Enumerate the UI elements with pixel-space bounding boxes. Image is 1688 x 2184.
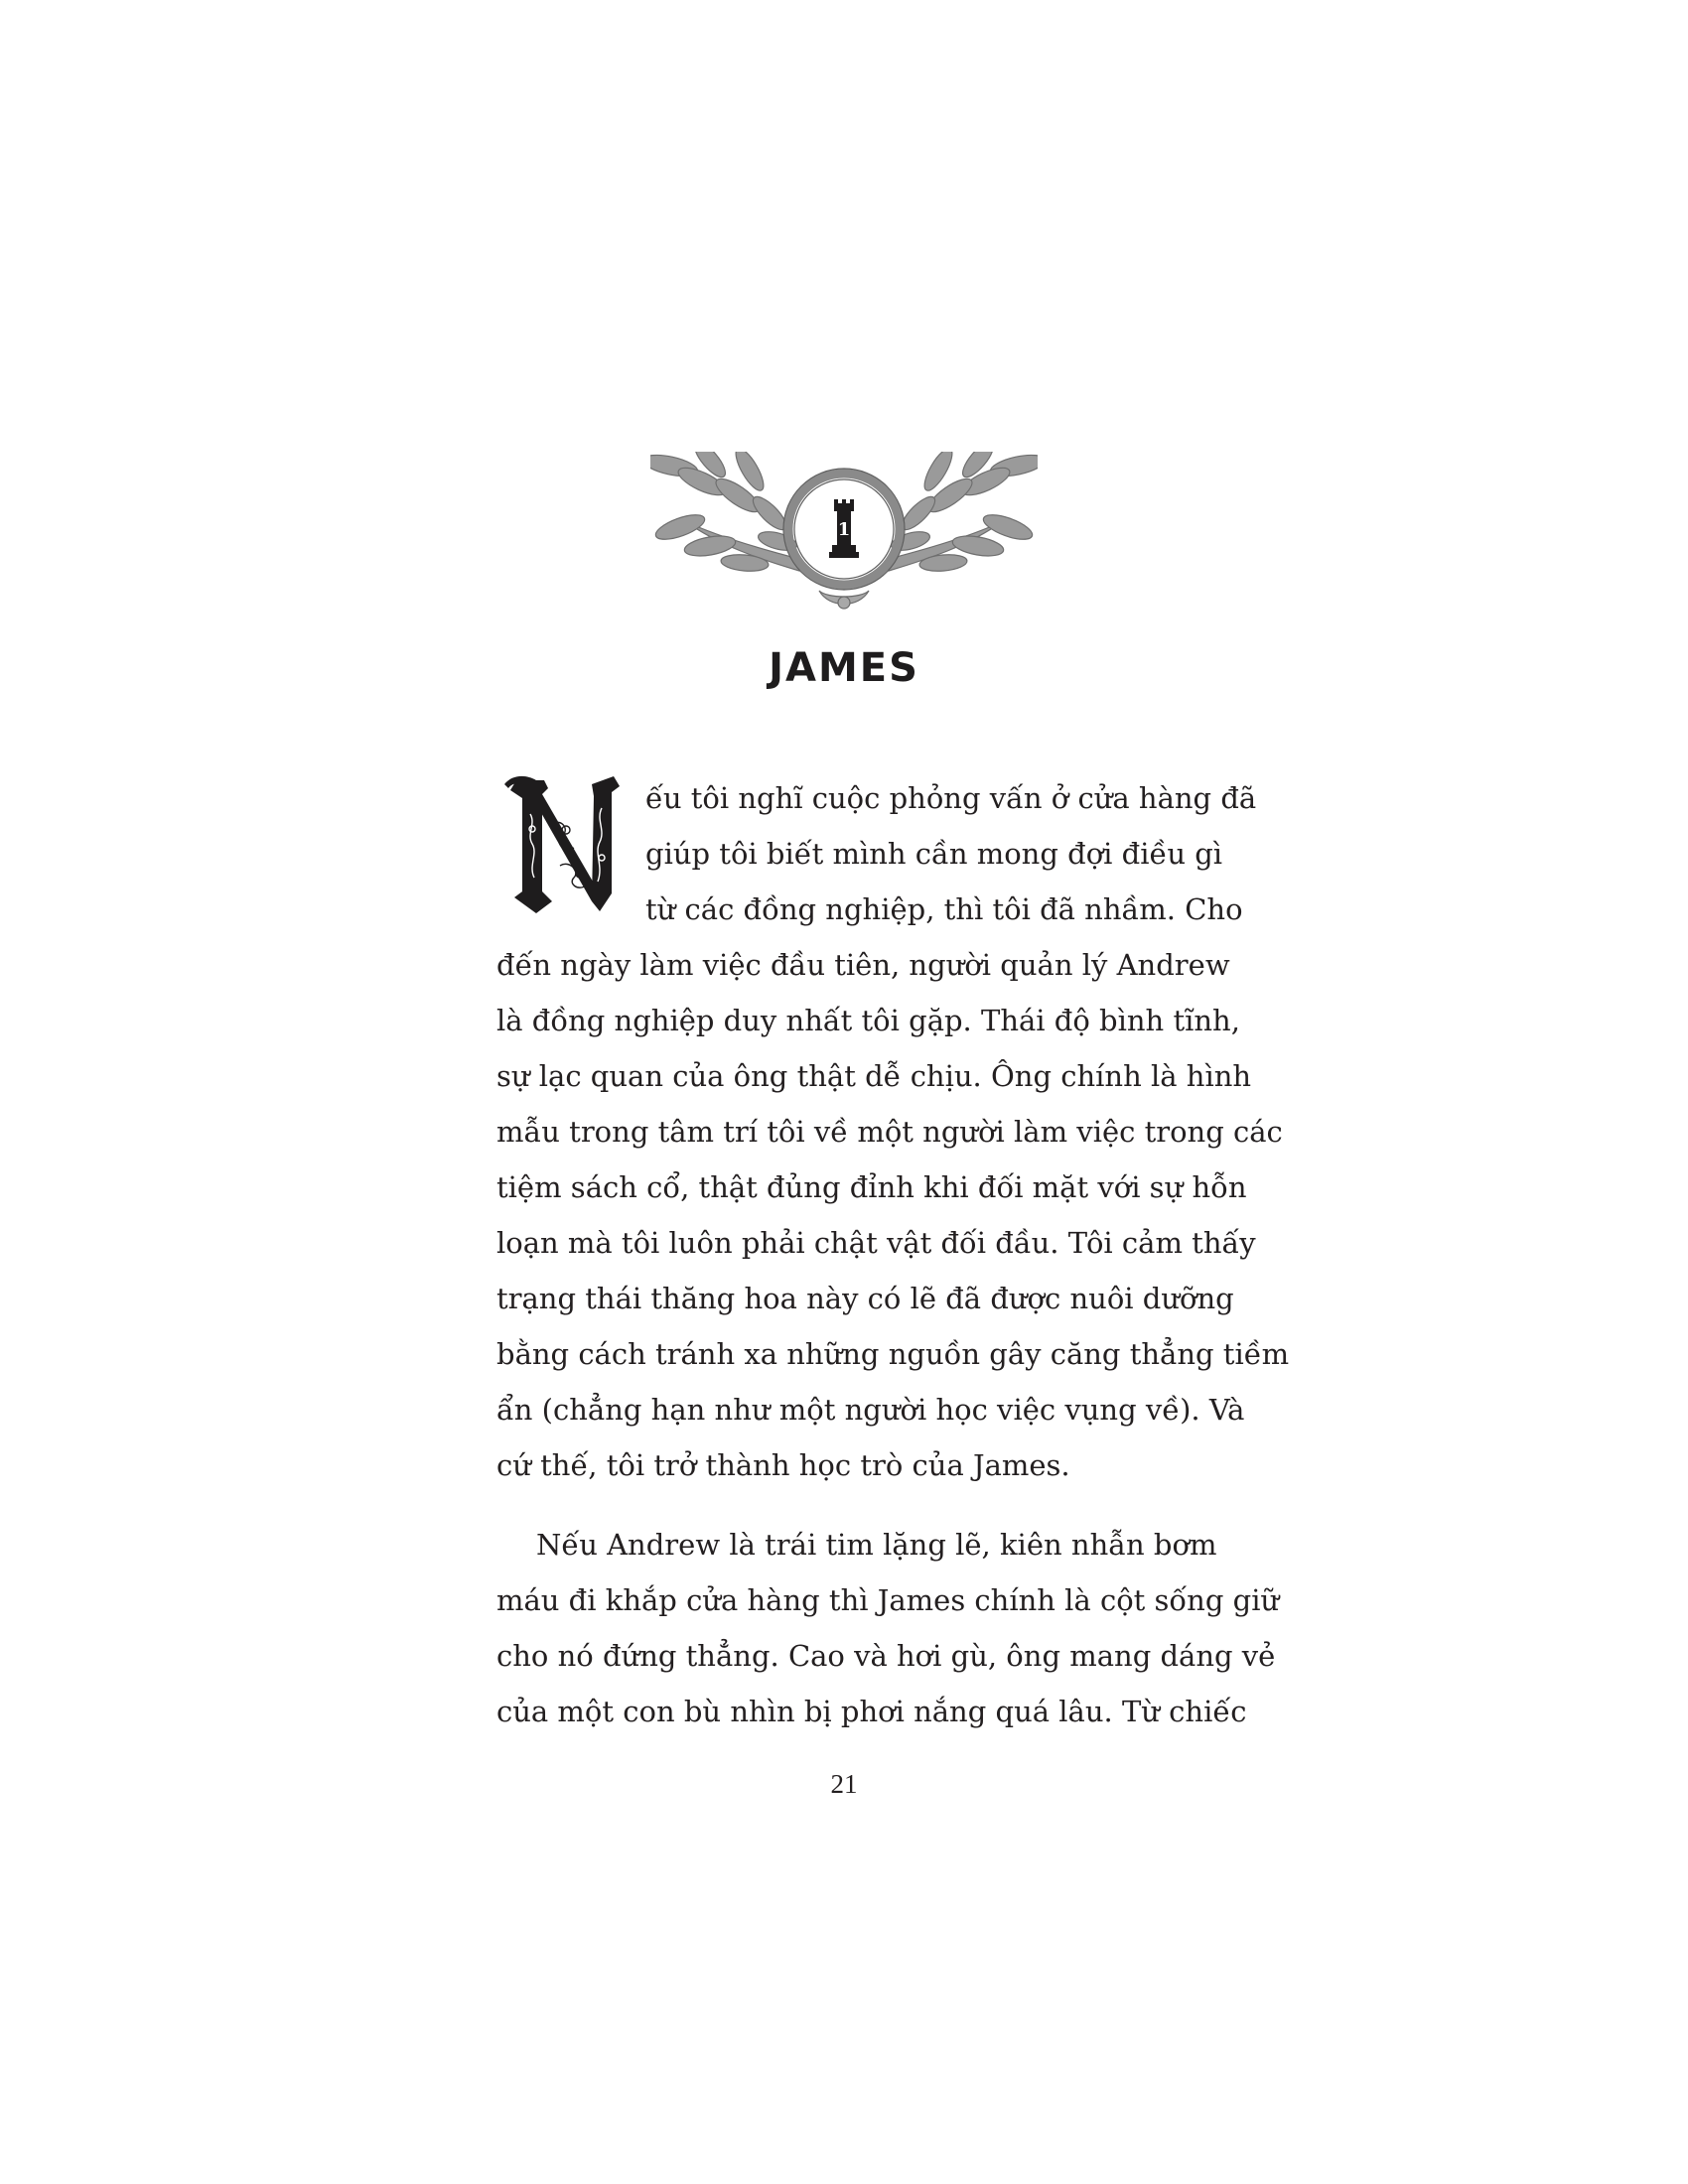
text-line: tiệm sách cổ, thật đủng đỉnh khi đối mặt với sự hỗn [496, 1170, 1247, 1204]
left-laurel-icon [650, 452, 799, 573]
text-line: máu đi khắp cửa hàng thì James chính là cột sống giữ [496, 1583, 1280, 1617]
text-line: cho nó đứng thẳng. Cao và hơi gù, ông mang dáng vẻ [496, 1639, 1276, 1673]
text-line: ếu tôi nghĩ cuộc phỏng vấn ở cửa hàng đã [645, 781, 1257, 815]
chapter-ornament [650, 452, 1038, 620]
drop-cap-letter: N [566, 874, 568, 875]
cartouche-icon [819, 591, 869, 609]
text-line: loạn mà tôi luôn phải chật vật đối đầu. Tôi cảm thấy [496, 1226, 1256, 1260]
text-line: của một con bù nhìn bị phơi nắng quá lâu. Từ chiếc [496, 1695, 1247, 1728]
text-line: đến ngày làm việc đầu tiên, người quản lý Andrew [496, 948, 1230, 982]
page-number: 21 [830, 1769, 858, 1799]
text-line: cứ thế, tôi trở thành học trò của James. [496, 1448, 1070, 1482]
right-laurel-icon [889, 452, 1038, 573]
text-line: giúp tôi biết mình cần mong đợi điều gì [645, 837, 1223, 871]
text-line: bằng cách tránh xa những nguồn gây căng thẳng tiềm [496, 1337, 1290, 1371]
chapter-title: JAMES [769, 645, 919, 691]
text-line: Nếu Andrew là trái tim lặng lẽ, kiên nhẫn bơm [536, 1528, 1217, 1562]
text-line: từ các đồng nghiệp, thì tôi đã nhầm. Cho [645, 892, 1243, 926]
text-line: là đồng nghiệp duy nhất tôi gặp. Thái độ bình tĩnh, [496, 1004, 1240, 1037]
text-line: mẫu trong tâm trí tôi về một người làm việc trong các [496, 1115, 1283, 1149]
text-line: sự lạc quan của ông thật dễ chịu. Ông chính là hình [496, 1059, 1252, 1093]
text-line: trạng thái thăng hoa này có lẽ đã được nuôi dưỡng [496, 1282, 1234, 1315]
chapter-number: 1 [837, 519, 851, 540]
text-line: ẩn (chẳng hạn như một người học việc vụng về). Và [496, 1393, 1245, 1427]
drop-cap-n [496, 774, 637, 917]
